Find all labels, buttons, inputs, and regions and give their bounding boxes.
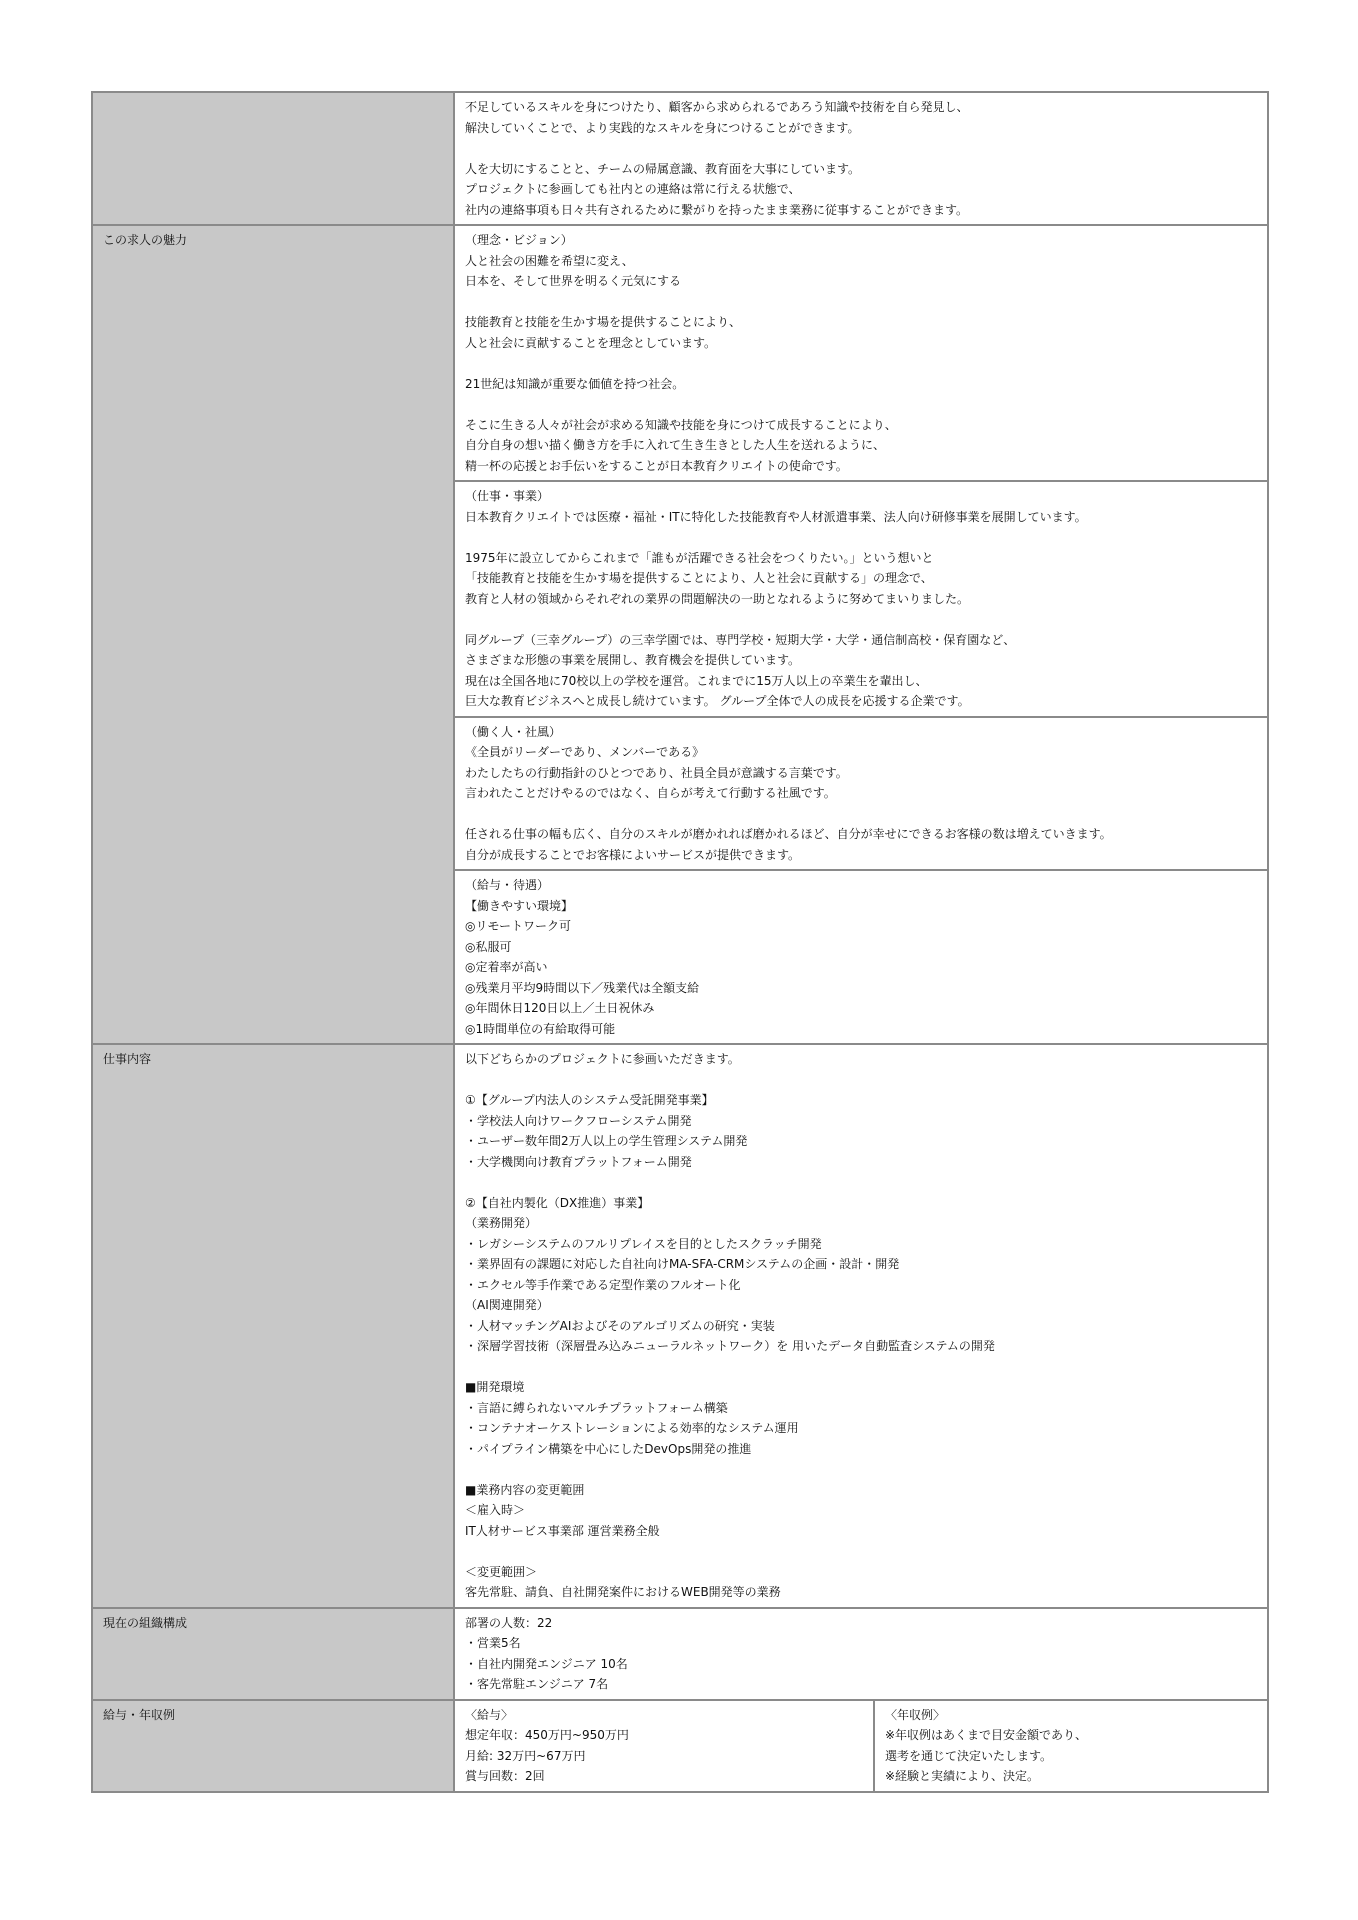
text-line: ・学校法人向けワークフローシステム開発 xyxy=(465,1113,692,1128)
text-line: 日本を、そして世界を明るく元気にする xyxy=(465,274,682,288)
text-line: 人と社会に貢献することを理念としています。 xyxy=(465,335,717,350)
text-line: ②【自社内製化（DX推進）事業】 xyxy=(465,1195,650,1210)
text-line: ・言語に縛られないマルチプラットフォーム構築 xyxy=(465,1400,728,1415)
text-line: 1975年に設立してからこれまで「誰もが活躍できる社会をつくりたい。」という想いと xyxy=(465,550,934,565)
job-content xyxy=(454,1044,1268,1608)
text-line: 自分が成長することでお客様によいサービスが提供できます。 xyxy=(465,847,801,862)
text-line: （給与・待遇） xyxy=(465,878,550,892)
text-line: 現在は全国各地に70校以上の学校を運営。これまでに15万人以上の卒業生を輩出し、 xyxy=(465,673,928,688)
text-line: 〈年収例〉 xyxy=(885,1707,946,1722)
text-line: （理念・ビジョン） xyxy=(465,233,573,247)
text-line: ・業界固有の課題に対応した自社向けMA-SFA-CRMシステムの企画・設計・開発 xyxy=(465,1257,900,1271)
text-line: ◎年間休日120日以上／土日祝休み xyxy=(465,1001,655,1015)
salary-left xyxy=(454,1700,874,1792)
org-row xyxy=(92,1608,1268,1700)
text-line: プロジェクトに参画しても社内との連絡は常に行える状態で、 xyxy=(465,182,801,196)
org-content xyxy=(454,1608,1268,1700)
text-line: （働く人・社風） xyxy=(465,724,562,739)
text-line: 「技能教育と技能を生かす場を提供することにより、人と社会に貢献する」の理念で、 xyxy=(465,571,933,585)
text-line: 人と社会の困難を希望に変え、 xyxy=(465,253,634,268)
text-line xyxy=(465,1541,1257,1562)
intro-content xyxy=(454,92,1268,225)
job-label: 仕事内容 xyxy=(92,1044,454,1608)
text-line: ・コンテナオーケストレーションによる効率的なシステム運用 xyxy=(465,1421,799,1435)
text-line: 精一杯の応援とお手伝いをすることが日本教育クリエイトの使命です。 xyxy=(465,458,848,473)
text-line: 日本教育クリエイトでは医療・福祉・ITに特化した技能教育や人材派遣事業、法人向け研修事業を展開しています。 xyxy=(465,509,1087,524)
text-line: ※年収例はあくまで目安金額であり、 xyxy=(885,1728,1088,1742)
text-line: 部署の人数：22 xyxy=(465,1615,553,1630)
text-line: ＜変更範囲＞ xyxy=(465,1564,538,1579)
text-line xyxy=(465,1070,1257,1091)
appeal-benefits xyxy=(454,870,1268,1044)
appeal-culture xyxy=(454,717,1268,871)
appeal-business xyxy=(454,481,1268,717)
text-line: 技能教育と技能を生かす場を提供することにより、 xyxy=(465,315,742,329)
text-line: （業務開発） xyxy=(465,1216,538,1230)
text-line: さまざまな形態の事業を展開し、教育機会を提供しています。 xyxy=(465,653,801,667)
text-line: 教育と人材の領域からそれぞれの業界の問題解決の一助となれるように努めてまいりました。 xyxy=(465,591,970,606)
text-line: 解決していくことで、より実践的なスキルを身につけることができます。 xyxy=(465,120,860,135)
salary-right xyxy=(874,1700,1268,1792)
text-line: ◎リモートワーク可 xyxy=(465,919,571,933)
text-line: ・レガシーシステムのフルリプレイスを目的としたスクラッチ開発 xyxy=(465,1236,822,1251)
appeal-label: この求人の魅力 xyxy=(92,225,454,1044)
text-line: 自分自身の想い描く働き方を手に入れて生き生きとした人生を送れるように、 xyxy=(465,438,886,452)
text-line xyxy=(465,609,1257,630)
text-line: 同グループ（三幸グループ）の三幸学園では、専門学校・短期大学・大学・通信制高校・保育園など、 xyxy=(465,632,1016,647)
text-line: ＜雇入時＞ xyxy=(465,1503,526,1517)
text-line: ・深層学習技術（深層畳み込みニューラルネットワーク）を 用いたデータ自動監査システムの開発 xyxy=(465,1339,995,1353)
text-line: ・営業5名 xyxy=(465,1636,521,1650)
text-line: ・パイプライン構築を中心にしたDevOps開発の推進 xyxy=(465,1441,752,1456)
text-line: 選考を通じて決定いたします。 xyxy=(885,1748,1053,1763)
job-row xyxy=(92,1044,1268,1608)
intro-row xyxy=(92,92,1268,225)
text-line: 【働きやすい環境】 xyxy=(465,898,574,913)
text-line: 《全員がリーダーであり、メンバーである》 xyxy=(465,745,705,759)
text-line: ■開発環境 xyxy=(465,1380,525,1394)
intro-label xyxy=(92,92,454,225)
text-line: 賞与回数：2回 xyxy=(465,1769,545,1783)
text-line: ・ユーザー数年間2万人以上の学生管理システム開発 xyxy=(465,1134,748,1148)
text-line: 任される仕事の幅も広く、自分のスキルが磨かれれば磨かれるほど、自分が幸せにできるお客様の数は増えていきます。 xyxy=(465,827,1112,841)
text-line xyxy=(465,1172,1257,1193)
text-line: IT人材サービス事業部 運営業務全般 xyxy=(465,1523,660,1538)
text-line: 以下どちらかのプロジェクトに参画いただきます。 xyxy=(465,1052,740,1066)
text-line: 〈給与〉 xyxy=(465,1707,514,1722)
text-line: ◎残業月平均9時間以下／残業代は全額支給 xyxy=(465,980,700,995)
text-line: （AI関連開発） xyxy=(465,1298,549,1312)
job-detail-table xyxy=(91,91,1269,1793)
text-line xyxy=(465,1459,1257,1480)
text-line xyxy=(465,804,1257,825)
text-line: ・人材マッチングAIおよびそのアルゴリズムの研究・実装 xyxy=(465,1318,775,1333)
org-label: 現在の組織構成 xyxy=(92,1608,454,1700)
text-line: ◎私服可 xyxy=(465,939,512,954)
text-line: 不足しているスキルを身につけたり、顧客から求められるであろう知識や技術を自ら発見し、 xyxy=(465,100,969,114)
appeal-row-1 xyxy=(92,225,1268,481)
text-line: ・大学機関向け教育プラットフォーム開発 xyxy=(465,1154,692,1169)
appeal-vision xyxy=(454,225,1268,481)
salary-row xyxy=(92,1700,1268,1792)
text-line: そこに生きる人々が社会が求める知識や技能を身につけて成長することにより、 xyxy=(465,417,897,432)
text-line: 社内の連絡事項も日々共有されるために繋がりを持ったまま業務に従事することができます。 xyxy=(465,202,969,217)
text-line: 客先常駐、請負、自社開発案件におけるWEB開発等の業務 xyxy=(465,1585,781,1599)
text-line xyxy=(465,138,1257,159)
text-line: ・自社内開発エンジニア 10名 xyxy=(465,1656,628,1671)
text-line: 想定年収：450万円~950万円 xyxy=(465,1728,629,1742)
text-line xyxy=(465,1357,1257,1378)
text-line: わたしたちの行動指針のひとつであり、社員全員が意識する言葉です。 xyxy=(465,765,848,780)
text-line: ①【グループ内法人のシステム受託開発事業】 xyxy=(465,1093,714,1107)
text-line: ・客先常駐エンジニア 7名 xyxy=(465,1677,609,1691)
text-line xyxy=(465,394,1257,415)
text-line: ◎1時間単位の有給取得可能 xyxy=(465,1021,616,1036)
text-line xyxy=(465,527,1257,548)
text-line xyxy=(465,353,1257,374)
text-line: 月給: 32万円~67万円 xyxy=(465,1748,586,1763)
text-line: ・エクセル等手作業である定型作業のフルオート化 xyxy=(465,1277,741,1292)
text-line: 人を大切にすることと、チームの帰属意識、教育面を大事にしています。 xyxy=(465,161,861,176)
text-line: 巨大な教育ビジネスへと成長し続けています。 グループ全体で人の成長を応援する企業です。 xyxy=(465,694,970,708)
text-line: （仕事・事業） xyxy=(465,489,550,503)
text-line: ◎定着率が高い xyxy=(465,960,548,974)
text-line xyxy=(465,292,1257,313)
text-line: 言われたことだけやるのではなく、自らが考えて行動する社風です。 xyxy=(465,786,836,800)
text-line: 21世紀は知識が重要な価値を持つ社会。 xyxy=(465,376,685,391)
text-line: ※経験と実績により、決定。 xyxy=(885,1769,1040,1783)
salary-label: 給与・年収例 xyxy=(92,1700,454,1792)
text-line: ■業務内容の変更範囲 xyxy=(465,1482,585,1497)
